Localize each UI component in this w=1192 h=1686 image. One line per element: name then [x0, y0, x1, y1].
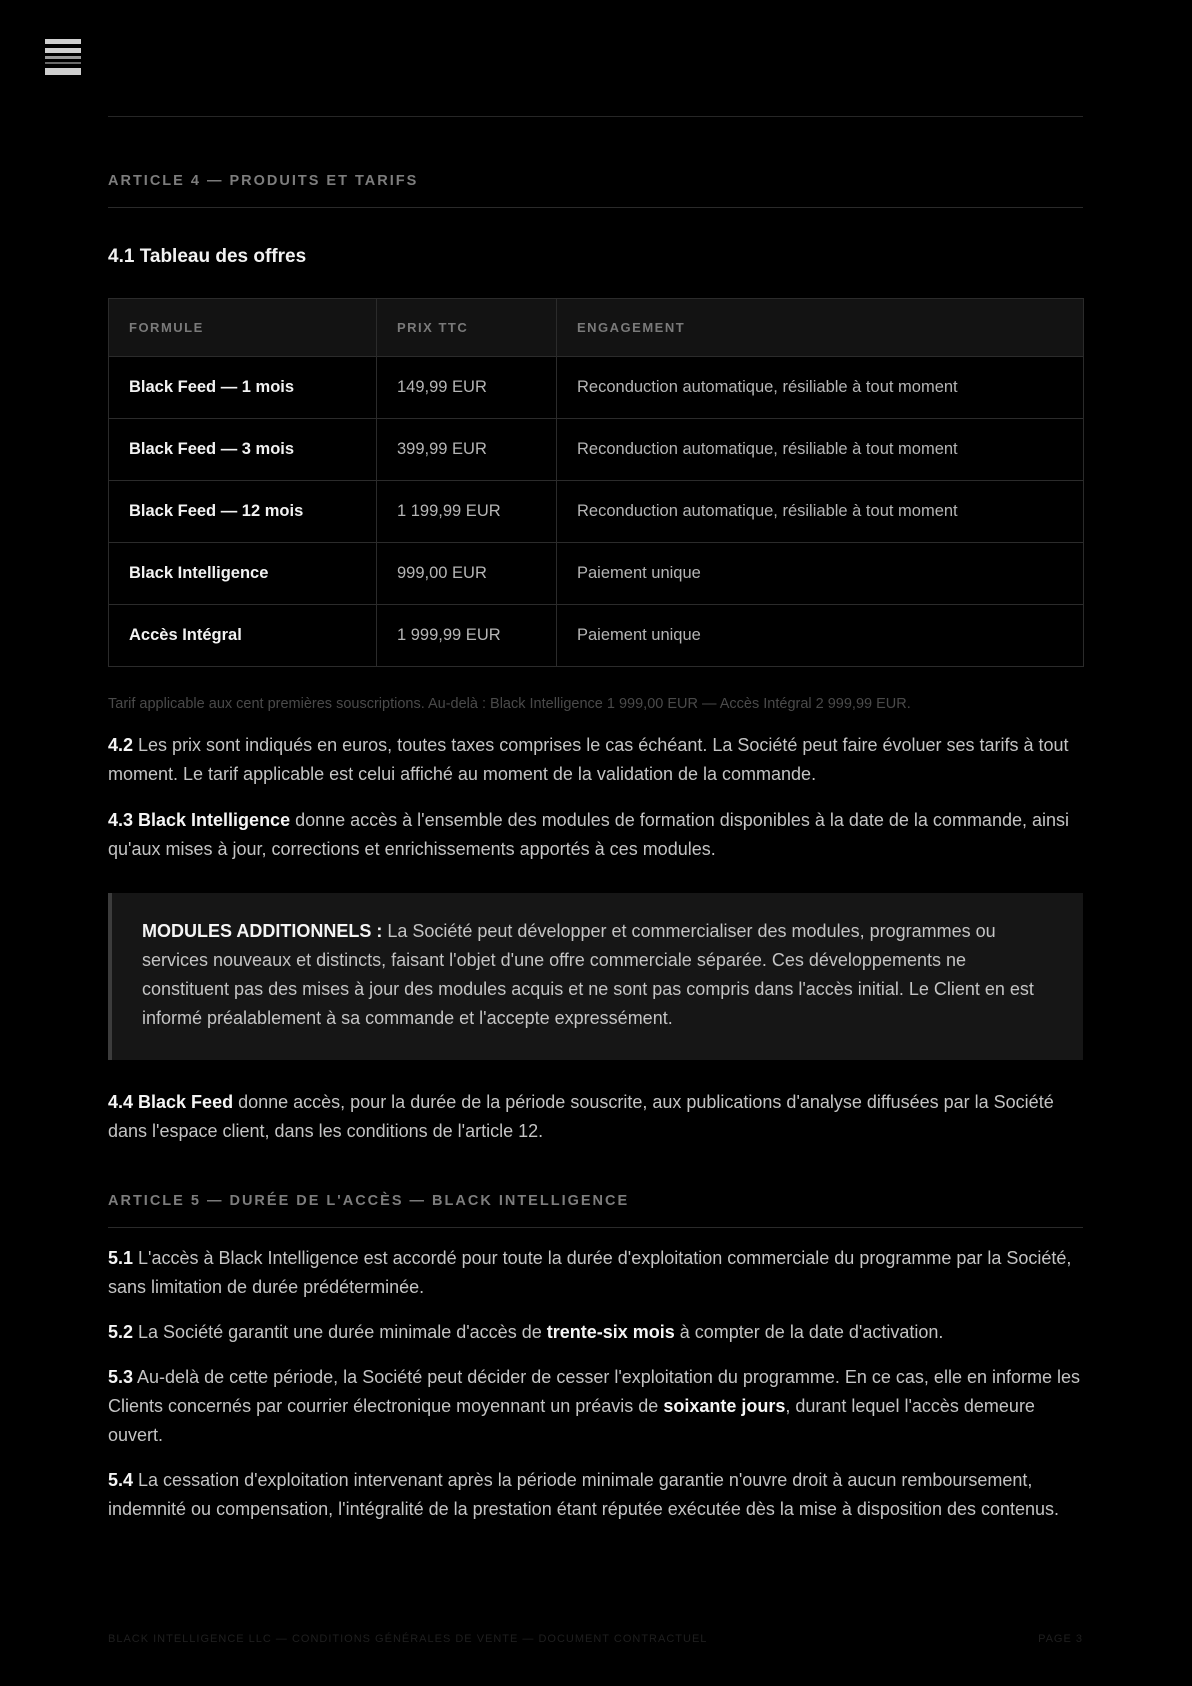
header-engagement: ENGAGEMENT — [557, 299, 1084, 357]
table-row — [109, 419, 1084, 481]
table-header-row — [109, 299, 1084, 357]
emphasis: soixante jours — [663, 1396, 786, 1416]
footer-page-number: PAGE 3 — [1038, 1633, 1083, 1645]
engagement-cell: Reconduction automatique, résiliable à tout moment — [557, 419, 1084, 481]
emphasis: trente-six mois — [546, 1322, 675, 1342]
section-4-1-title: 4.1 Tableau des offres — [108, 246, 307, 267]
clause-text: à compter de la date d'activation. — [674, 1322, 944, 1342]
paragraph-5-2 — [108, 1318, 1083, 1347]
clause-text: , durant lequel l'accès demeure ouvert. — [108, 1396, 1035, 1445]
offers-table — [108, 298, 1084, 667]
formula-cell: Black Feed — 12 mois — [109, 481, 377, 543]
pricing-note: Tarif applicable aux cent premières souscriptions. Au-delà : Black Intelligence 1 999,00 EUR — Accès Intégral 2 999,99 EUR. — [108, 696, 911, 712]
engagement-cell: Reconduction automatique, résiliable à tout moment — [557, 357, 1084, 419]
formula-cell: Accès Intégral — [109, 605, 377, 667]
clause-text: donne accès, pour la durée de la période souscrite, aux publications d'analyse diffusées par la Société dans l'espace client, dans les conditions de l'article 12. — [108, 1092, 1054, 1141]
price-cell: 999,00 EUR — [377, 543, 557, 605]
price-cell: 399,99 EUR — [377, 419, 557, 481]
modules-additionnels-callout — [108, 893, 1083, 1060]
paragraph-4-4 — [108, 1088, 1083, 1146]
clause-text: L'accès à Black Intelligence est accordé pour toute la durée d'exploitation commerciale du programme par la Société, sans limitation de durée prédéterminée. — [108, 1248, 1072, 1297]
price-cell: 1 999,99 EUR — [377, 605, 557, 667]
table-row — [109, 543, 1084, 605]
article-5-title: ARTICLE 5 — DURÉE DE L'ACCÈS — BLACK INTELLIGENCE — [108, 1193, 1083, 1228]
formula-cell: Black Feed — 3 mois — [109, 419, 377, 481]
footer-document-label: BLACK INTELLIGENCE LLC — CONDITIONS GÉNÉRALES DE VENTE — DOCUMENT CONTRACTUEL — [108, 1633, 708, 1645]
clause-number: 5.2 — [108, 1322, 134, 1342]
article-4-title: ARTICLE 4 — PRODUITS ET TARIFS — [108, 173, 1083, 208]
engagement-cell: Paiement unique — [557, 543, 1084, 605]
callout-text: La Société peut développer et commercialiser des modules, programmes ou services nouveaux et distincts, faisant l'objet d'une offre commerciale séparée. Ces développements ne constituent pas des mises à jour des modules acquis et ne sont pas compris dans l'accès initial. Le Client en est informé préalablement à sa commande et l'accepte expressément. — [142, 921, 1034, 1028]
price-cell: 149,99 EUR — [377, 357, 557, 419]
header-prix: PRIX TTC — [377, 299, 557, 357]
callout-label: MODULES ADDITIONNELS : — [142, 921, 383, 941]
table-row — [109, 357, 1084, 419]
clause-text: La cessation d'exploitation intervenant après la période minimale garantie n'ouvre droit à aucun remboursement, indemnité ou compensation, l'intégralité de la prestation étant réputée exécutée dès la mise à disposition des contenus. — [108, 1470, 1060, 1519]
clause-text: donne accès à l'ensemble des modules de formation disponibles à la date de la commande, ainsi qu'aux mises à jour, corrections et enrichissements apportés à ces modules. — [108, 810, 1069, 859]
paragraph-5-3 — [108, 1363, 1083, 1450]
top-divider — [108, 116, 1083, 117]
table-row — [109, 605, 1084, 667]
menu-icon[interactable] — [45, 39, 81, 75]
paragraph-5-4 — [108, 1466, 1083, 1524]
clause-number: 4.4 Black Feed — [108, 1092, 234, 1112]
clause-number: 5.1 — [108, 1248, 134, 1268]
engagement-cell: Paiement unique — [557, 605, 1084, 667]
formula-cell: Black Intelligence — [109, 543, 377, 605]
price-cell: 1 199,99 EUR — [377, 481, 557, 543]
engagement-cell: Reconduction automatique, résiliable à tout moment — [557, 481, 1084, 543]
clause-number: 4.3 Black Intelligence — [108, 810, 291, 830]
clause-number: 5.3 — [108, 1367, 134, 1387]
clause-text: Au-delà de cette période, la Société peut décider de cesser l'exploitation du programme. En ce cas, elle en informe les Clients concernés par courrier électronique moyennant un préavis de — [108, 1367, 1081, 1416]
clause-number: 4.2 — [108, 735, 134, 755]
formula-cell: Black Feed — 1 mois — [109, 357, 377, 419]
clause-text: Les prix sont indiqués en euros, toutes taxes comprises le cas échéant. La Société peut faire évoluer ses tarifs à tout moment. Le tarif applicable est celui affiché au moment de la validation de la commande. — [108, 735, 1069, 784]
paragraph-4-2 — [108, 731, 1083, 789]
header-formule: FORMULE — [109, 299, 377, 357]
clause-number: 5.4 — [108, 1470, 134, 1490]
paragraph-4-3 — [108, 806, 1083, 864]
table-row — [109, 481, 1084, 543]
clause-text: La Société garantit une durée minimale d'accès de — [133, 1322, 547, 1342]
paragraph-5-1 — [108, 1244, 1083, 1302]
